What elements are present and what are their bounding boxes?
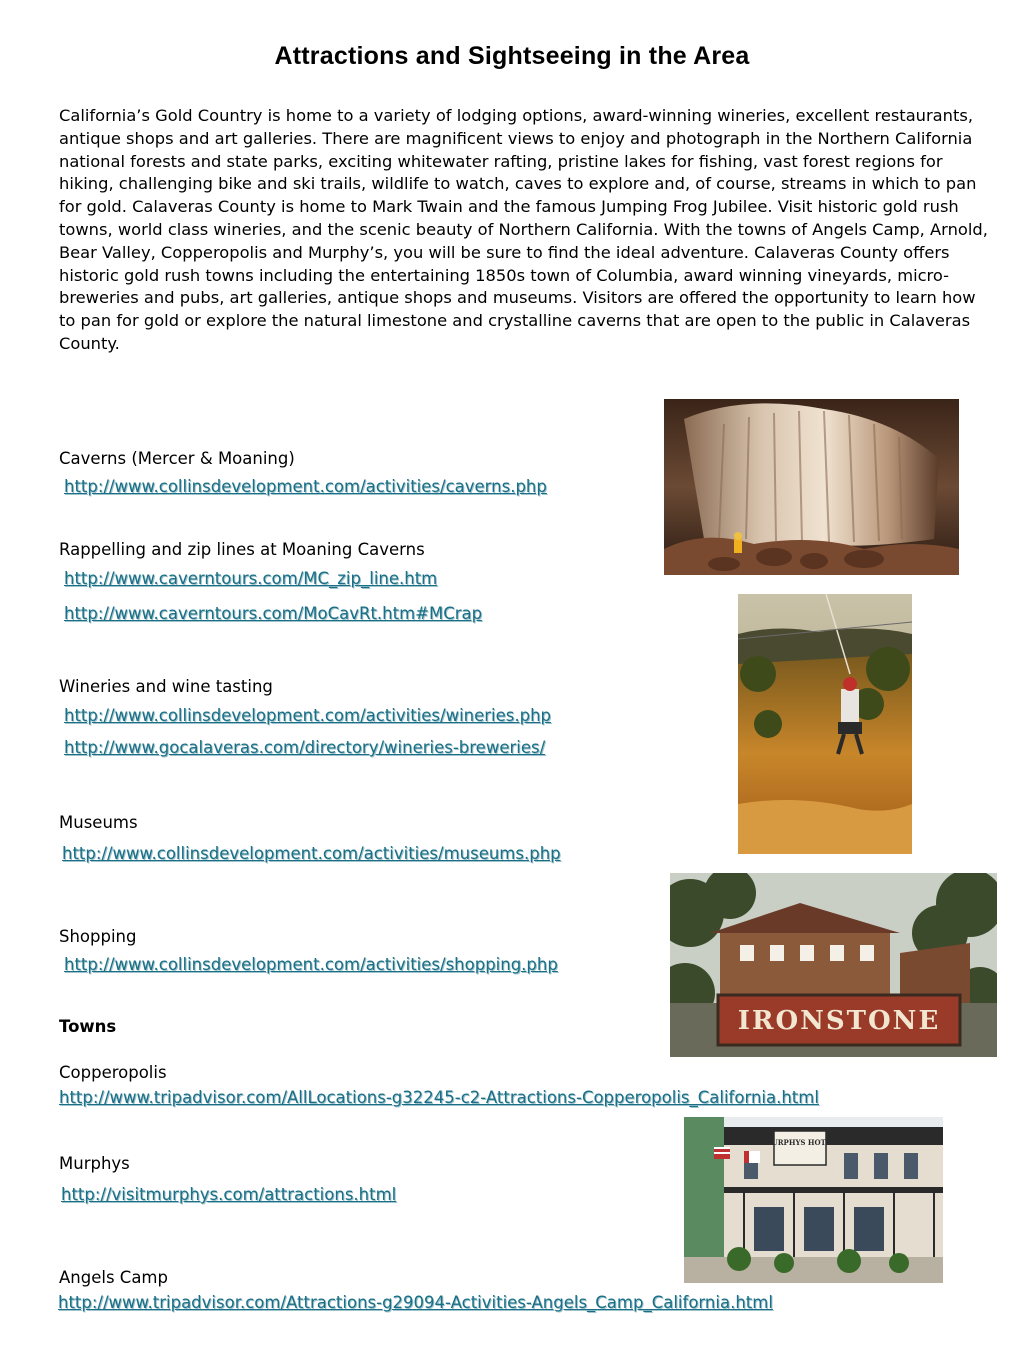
murphys-hotel-sign: MURPHYS HOTEL [763,1138,837,1147]
copperopolis-heading: Copperopolis [59,1063,167,1082]
ironstone-photo [670,873,997,1057]
murphys-link[interactable]: http://visitmurphys.com/attractions.html [61,1185,397,1204]
murphys-heading: Murphys [59,1154,130,1173]
rappelling-link[interactable]: http://www.caverntours.com/MoCavRt.htm#MCrap [64,604,483,623]
ironstone-sign: IRONSTONE [737,1006,941,1036]
wineries-link[interactable]: http://www.collinsdevelopment.com/activities/wineries.php [64,706,552,725]
caverns-heading: Caverns (Mercer & Moaning) [59,449,295,468]
shopping-heading: Shopping [59,927,137,946]
wineries-heading: Wineries and wine tasting [59,677,273,696]
intro-paragraph: California’s Gold Country is home to a variety of lodging options, award-winning wineries, excellent restaurants, antique shops and art galleries. There are magnificent views to enjoy and photograph in the Northern California national forests and state parks, exciting whitewater rafting, pristine lakes for fishing, vast forest regions for hiking, challenging bike and ski trails, wildlife to watch, caves to explore and, of course, streams in which to pan for gold. Calaveras County is home to Mark Twain and the famous Jumping Frog Jubilee. Visit historic gold rush towns, world class wineries, and the scenic beauty of Northern California. With the towns of Angels Camp, Arnold, Bear Valley, Copperopolis and Murphy’s, you will be sure to find the ideal adventure. Calaveras County offers historic gold rush towns including the entertaining 1850s town of Columbia, award winning vineyards, micro-breweries and pubs, art galleries, antique shops and museums. Visitors are offered the opportunity to learn how to pan for gold or explore the natural limestone and crystalline caverns that are open to the public in Calaveras County. [59,106,988,353]
page-title: Attractions and Sightseeing in the Area [274,42,750,70]
zip-line-link[interactable]: http://www.caverntours.com/MC_zip_line.htm [64,569,438,588]
shopping-link[interactable]: http://www.collinsdevelopment.com/activities/shopping.php [64,955,558,974]
copperopolis-link[interactable]: http://www.tripadvisor.com/AllLocations-g32245-c2-Attractions-Copperopolis_California.html [59,1088,819,1107]
murphys-photo [684,1117,943,1283]
wineries-breweries-link[interactable]: http://www.gocalaveras.com/directory/wineries-breweries/ [64,738,546,757]
caverns-link[interactable]: http://www.collinsdevelopment.com/activities/caverns.php [64,477,547,496]
zipline-photo [738,594,912,854]
angels-camp-link[interactable]: http://www.tripadvisor.com/Attractions-g29094-Activities-Angels_Camp_California.html [58,1293,773,1312]
museums-heading: Museums [59,813,138,832]
museums-link[interactable]: http://www.collinsdevelopment.com/activities/museums.php [62,844,561,863]
angels-camp-heading: Angels Camp [59,1268,168,1287]
rappelling-heading: Rappelling and zip lines at Moaning Caverns [59,540,425,559]
cavern-photo [664,399,959,575]
towns-heading: Towns [59,1017,117,1036]
